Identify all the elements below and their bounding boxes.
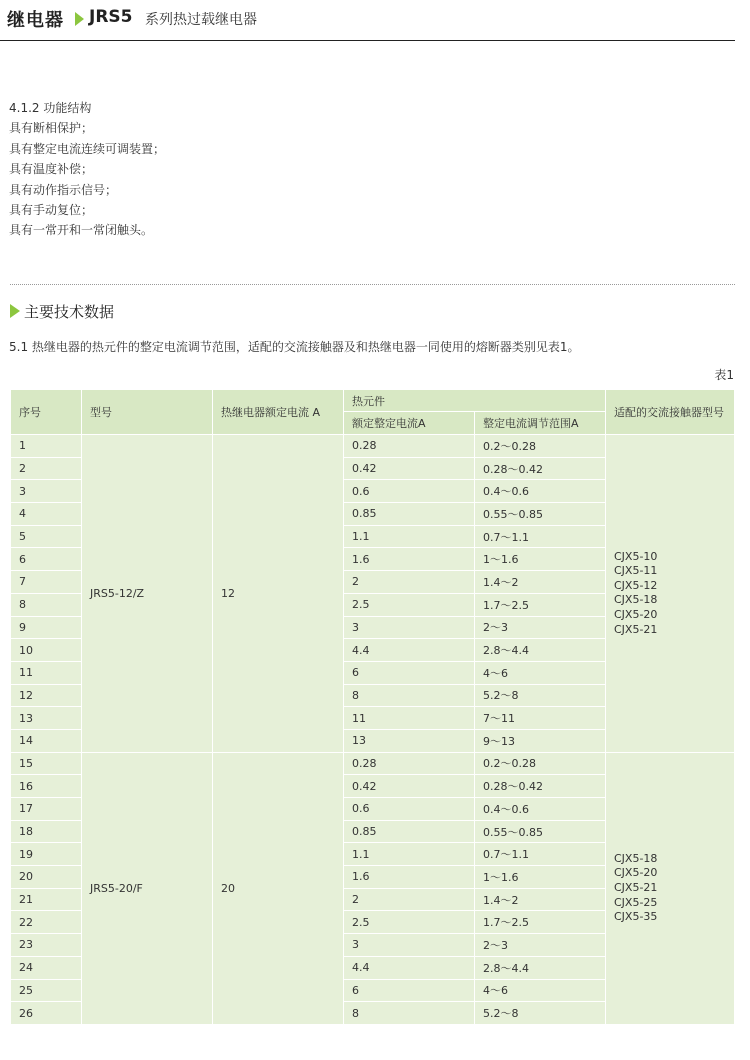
cell-range: 0.4～0.6 xyxy=(475,480,606,503)
cell-range: 0.4～0.6 xyxy=(475,798,606,821)
cell-range: 2～3 xyxy=(475,934,606,957)
cell-range: 0.7～1.1 xyxy=(475,525,606,548)
cell-current: 1.6 xyxy=(344,548,475,571)
cell-seq: 24 xyxy=(11,956,82,979)
cell-range: 1.7～2.5 xyxy=(475,911,606,934)
cell-current: 13 xyxy=(344,729,475,752)
contactor-model: CJX5-35 xyxy=(614,910,658,924)
cell-current: 11 xyxy=(344,707,475,730)
function-item: 具有一常开和一常闭触头。 xyxy=(9,223,154,238)
triangle-right-icon xyxy=(75,12,84,26)
cell-current: 6 xyxy=(344,979,475,1002)
contactor-model: CJX5-21 xyxy=(614,880,658,894)
contactor-model: CJX5-20 xyxy=(614,607,658,621)
cell-seq: 21 xyxy=(11,888,82,911)
header-model: 型号 xyxy=(82,390,213,435)
contactor-model: CJX5-10 xyxy=(614,549,658,563)
cell-contactors xyxy=(606,435,735,753)
cell-seq: 13 xyxy=(11,707,82,730)
header-element-range: 整定电流调节范围A xyxy=(475,412,606,435)
cell-model: JRS5-20/F xyxy=(82,752,213,1024)
cell-current: 1.1 xyxy=(344,525,475,548)
cell-current: 0.85 xyxy=(344,503,475,526)
cell-current: 8 xyxy=(344,1002,475,1025)
series-model: JRS5 xyxy=(89,7,133,27)
cell-current: 3 xyxy=(344,934,475,957)
cell-current: 0.6 xyxy=(344,480,475,503)
cell-seq: 26 xyxy=(11,1002,82,1025)
brand-title: 继电器 xyxy=(7,10,64,31)
function-heading: 4.1.2 功能结构 xyxy=(9,101,92,115)
cell-range: 5.2～8 xyxy=(475,1002,606,1025)
spec-table xyxy=(10,389,735,1025)
cell-seq: 7 xyxy=(11,571,82,594)
cell-seq: 9 xyxy=(11,616,82,639)
cell-range: 0.28～0.42 xyxy=(475,457,606,480)
cell-range: 0.55～0.85 xyxy=(475,503,606,526)
table-row xyxy=(11,752,735,775)
cell-range: 1～1.6 xyxy=(475,548,606,571)
cell-contactors xyxy=(606,752,735,1024)
cell-current: 0.42 xyxy=(344,775,475,798)
header-contactor: 适配的交流接触器型号 xyxy=(606,390,735,435)
cell-range: 1.7～2.5 xyxy=(475,593,606,616)
cell-seq: 25 xyxy=(11,979,82,1002)
contactor-model: CJX5-25 xyxy=(614,895,658,909)
cell-seq: 1 xyxy=(11,435,82,458)
cell-range: 1.4～2 xyxy=(475,888,606,911)
cell-range: 0.28～0.42 xyxy=(475,775,606,798)
cell-range: 1～1.6 xyxy=(475,866,606,889)
series-subtitle: 系列热过载继电器 xyxy=(145,12,257,28)
cell-seq: 2 xyxy=(11,457,82,480)
function-item: 具有手动复位； xyxy=(9,203,94,218)
cell-current: 0.85 xyxy=(344,820,475,843)
cell-seq: 6 xyxy=(11,548,82,571)
contactor-model: CJX5-18 xyxy=(614,851,658,865)
function-item: 具有断相保护； xyxy=(9,121,94,136)
section-description: 5.1 热继电器的热元件的整定电流调节范围，适配的交流接触器及和热继电器一同使用的熔断器类别见表1。 xyxy=(9,340,580,354)
cell-seq: 4 xyxy=(11,503,82,526)
cell-range: 2.8～4.4 xyxy=(475,956,606,979)
table-row xyxy=(11,435,735,458)
cell-range: 2.8～4.4 xyxy=(475,639,606,662)
cell-current: 4.4 xyxy=(344,639,475,662)
cell-seq: 20 xyxy=(11,866,82,889)
contactor-model: CJX5-11 xyxy=(614,564,658,578)
cell-seq: 8 xyxy=(11,593,82,616)
cell-current: 3 xyxy=(344,616,475,639)
cell-rated: 20 xyxy=(213,752,344,1024)
cell-seq: 10 xyxy=(11,639,82,662)
cell-seq: 3 xyxy=(11,480,82,503)
table-label: 表1 xyxy=(714,368,734,382)
cell-current: 0.6 xyxy=(344,798,475,821)
cell-current: 2.5 xyxy=(344,593,475,616)
cell-seq: 11 xyxy=(11,661,82,684)
cell-seq: 5 xyxy=(11,525,82,548)
cell-current: 2.5 xyxy=(344,911,475,934)
cell-range: 1.4～2 xyxy=(475,571,606,594)
contactor-model: CJX5-12 xyxy=(614,578,658,592)
header-rated-current: 热继电器额定电流 A xyxy=(213,390,344,435)
cell-model: JRS5-12/Z xyxy=(82,435,213,753)
contactor-model: CJX5-20 xyxy=(614,866,658,880)
cell-current: 0.28 xyxy=(344,752,475,775)
cell-range: 4～6 xyxy=(475,661,606,684)
cell-current: 0.42 xyxy=(344,457,475,480)
cell-current: 0.28 xyxy=(344,435,475,458)
cell-seq: 18 xyxy=(11,820,82,843)
cell-range: 0.2～0.28 xyxy=(475,435,606,458)
page-header xyxy=(0,0,750,40)
cell-current: 4.4 xyxy=(344,956,475,979)
cell-rated: 12 xyxy=(213,435,344,753)
section-title: 主要技术数据 xyxy=(24,303,115,321)
cell-current: 1.6 xyxy=(344,866,475,889)
cell-seq: 16 xyxy=(11,775,82,798)
cell-range: 0.55～0.85 xyxy=(475,820,606,843)
header-seq: 序号 xyxy=(11,390,82,435)
dotted-divider xyxy=(10,284,735,285)
function-item: 具有温度补偿； xyxy=(9,162,94,177)
cell-current: 6 xyxy=(344,661,475,684)
header-element: 热元件 xyxy=(344,390,606,412)
cell-range: 9～13 xyxy=(475,729,606,752)
cell-range: 0.7～1.1 xyxy=(475,843,606,866)
cell-seq: 23 xyxy=(11,934,82,957)
header-divider xyxy=(0,40,735,41)
cell-current: 2 xyxy=(344,888,475,911)
cell-current: 8 xyxy=(344,684,475,707)
function-item: 具有动作指示信号； xyxy=(9,182,118,197)
header-element-rated: 额定整定电流A xyxy=(344,412,475,435)
cell-current: 2 xyxy=(344,571,475,594)
cell-seq: 17 xyxy=(11,798,82,821)
cell-seq: 15 xyxy=(11,752,82,775)
cell-range: 7～11 xyxy=(475,707,606,730)
cell-seq: 22 xyxy=(11,911,82,934)
function-item: 具有整定电流连续可调装置； xyxy=(9,141,166,156)
cell-range: 5.2～8 xyxy=(475,684,606,707)
cell-seq: 19 xyxy=(11,843,82,866)
cell-seq: 14 xyxy=(11,729,82,752)
table-body xyxy=(11,435,735,1025)
contactor-model: CJX5-18 xyxy=(614,593,658,607)
triangle-right-icon xyxy=(10,304,20,318)
contactor-model: CJX5-21 xyxy=(614,622,658,636)
cell-seq: 12 xyxy=(11,684,82,707)
cell-range: 0.2～0.28 xyxy=(475,752,606,775)
cell-current: 1.1 xyxy=(344,843,475,866)
cell-range: 2～3 xyxy=(475,616,606,639)
function-structure xyxy=(9,98,165,241)
cell-range: 4～6 xyxy=(475,979,606,1002)
